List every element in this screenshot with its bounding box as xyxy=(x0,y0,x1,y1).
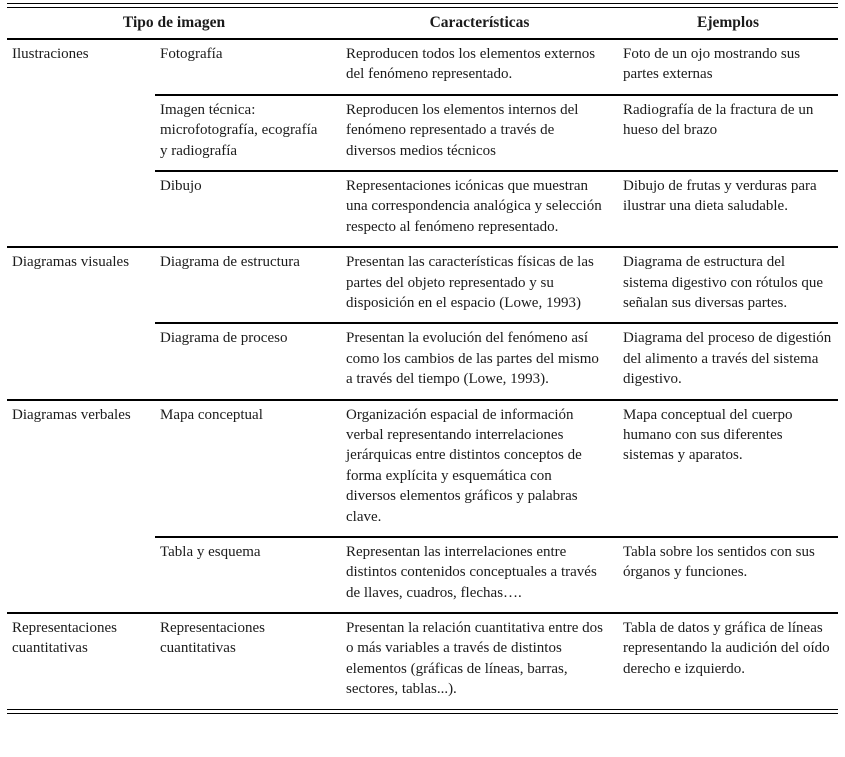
image-types-table xyxy=(7,8,838,709)
ejemplos-cell: Diagrama del proceso de digestión del alimento a través del sistema digestivo. xyxy=(618,323,838,399)
type-cell: Tabla y esquema xyxy=(155,537,341,613)
type-cell: Representaciones cuantitativas xyxy=(155,613,341,709)
caracteristicas-cell: Presentan la evolución del fenómeno así como los cambios de las partes del mismo a través del tiempo (Lowe, 1993). xyxy=(341,323,618,399)
category-cell: Diagramas visuales xyxy=(7,247,155,399)
group-representaciones-cuantitativas xyxy=(7,613,838,709)
table-row xyxy=(7,39,838,95)
table-row xyxy=(7,247,838,323)
caracteristicas-cell: Presentan las características físicas de las partes del objeto representado y su disposición en el espacio (Lowe, 1993) xyxy=(341,247,618,323)
type-cell: Fotografía xyxy=(155,39,341,95)
ejemplos-cell: Foto de un ojo mostrando sus partes externas xyxy=(618,39,838,95)
type-cell: Diagrama de estructura xyxy=(155,247,341,323)
table-row xyxy=(7,400,838,537)
ejemplos-cell: Dibujo de frutas y verduras para ilustrar una dieta saludable. xyxy=(618,171,838,247)
group-ilustraciones xyxy=(7,39,838,247)
table-row xyxy=(7,613,838,709)
ejemplos-cell: Mapa conceptual del cuerpo humano con sus diferentes sistemas y aparatos. xyxy=(618,400,838,537)
type-cell: Diagrama de proceso xyxy=(155,323,341,399)
bottom-rule xyxy=(7,709,838,714)
caracteristicas-cell: Reproducen todos los elementos externos del fenómeno representado. xyxy=(341,39,618,95)
table-header xyxy=(7,8,838,39)
header-ejemplos: Ejemplos xyxy=(618,8,838,39)
group-diagramas-verbales xyxy=(7,400,838,614)
ejemplos-cell: Tabla de datos y gráfica de líneas representando la audición del oído derecho e izquierdo. xyxy=(618,613,838,709)
caracteristicas-cell: Representan las interrelaciones entre distintos contenidos conceptuales a través de llaves, cuadros, flechas…. xyxy=(341,537,618,613)
header-caracteristicas: Características xyxy=(341,8,618,39)
category-cell: Representaciones cuantitativas xyxy=(7,613,155,709)
ejemplos-cell: Diagrama de estructura del sistema digestivo con rótulos que señalan sus diversas partes. xyxy=(618,247,838,323)
caracteristicas-cell: Representaciones icónicas que muestran una correspondencia analógica y selección respecto al fenómeno representado. xyxy=(341,171,618,247)
category-cell: Diagramas verbales xyxy=(7,400,155,614)
caracteristicas-cell: Organización espacial de información verbal representando interrelaciones jerárquicas entre distintos conceptos de forma explícita y esquemática con diversos elementos gráficos y palabras clave. xyxy=(341,400,618,537)
header-tipo-de-imagen: Tipo de imagen xyxy=(7,8,341,39)
group-diagramas-visuales xyxy=(7,247,838,399)
ejemplos-cell: Radiografía de la fractura de un hueso del brazo xyxy=(618,95,838,171)
caracteristicas-cell: Reproducen los elementos internos del fenómeno representado a través de diversos medios técnicos xyxy=(341,95,618,171)
type-cell: Imagen técnica: microfotografía, ecografía y radiografía xyxy=(155,95,341,171)
ejemplos-cell: Tabla sobre los sentidos con sus órganos y funciones. xyxy=(618,537,838,613)
type-cell: Mapa conceptual xyxy=(155,400,341,537)
type-cell: Dibujo xyxy=(155,171,341,247)
caracteristicas-cell: Presentan la relación cuantitativa entre dos o más variables a través de distintos elementos (gráficas de líneas, barras, sectores, tablas...). xyxy=(341,613,618,709)
category-cell: Ilustraciones xyxy=(7,39,155,247)
